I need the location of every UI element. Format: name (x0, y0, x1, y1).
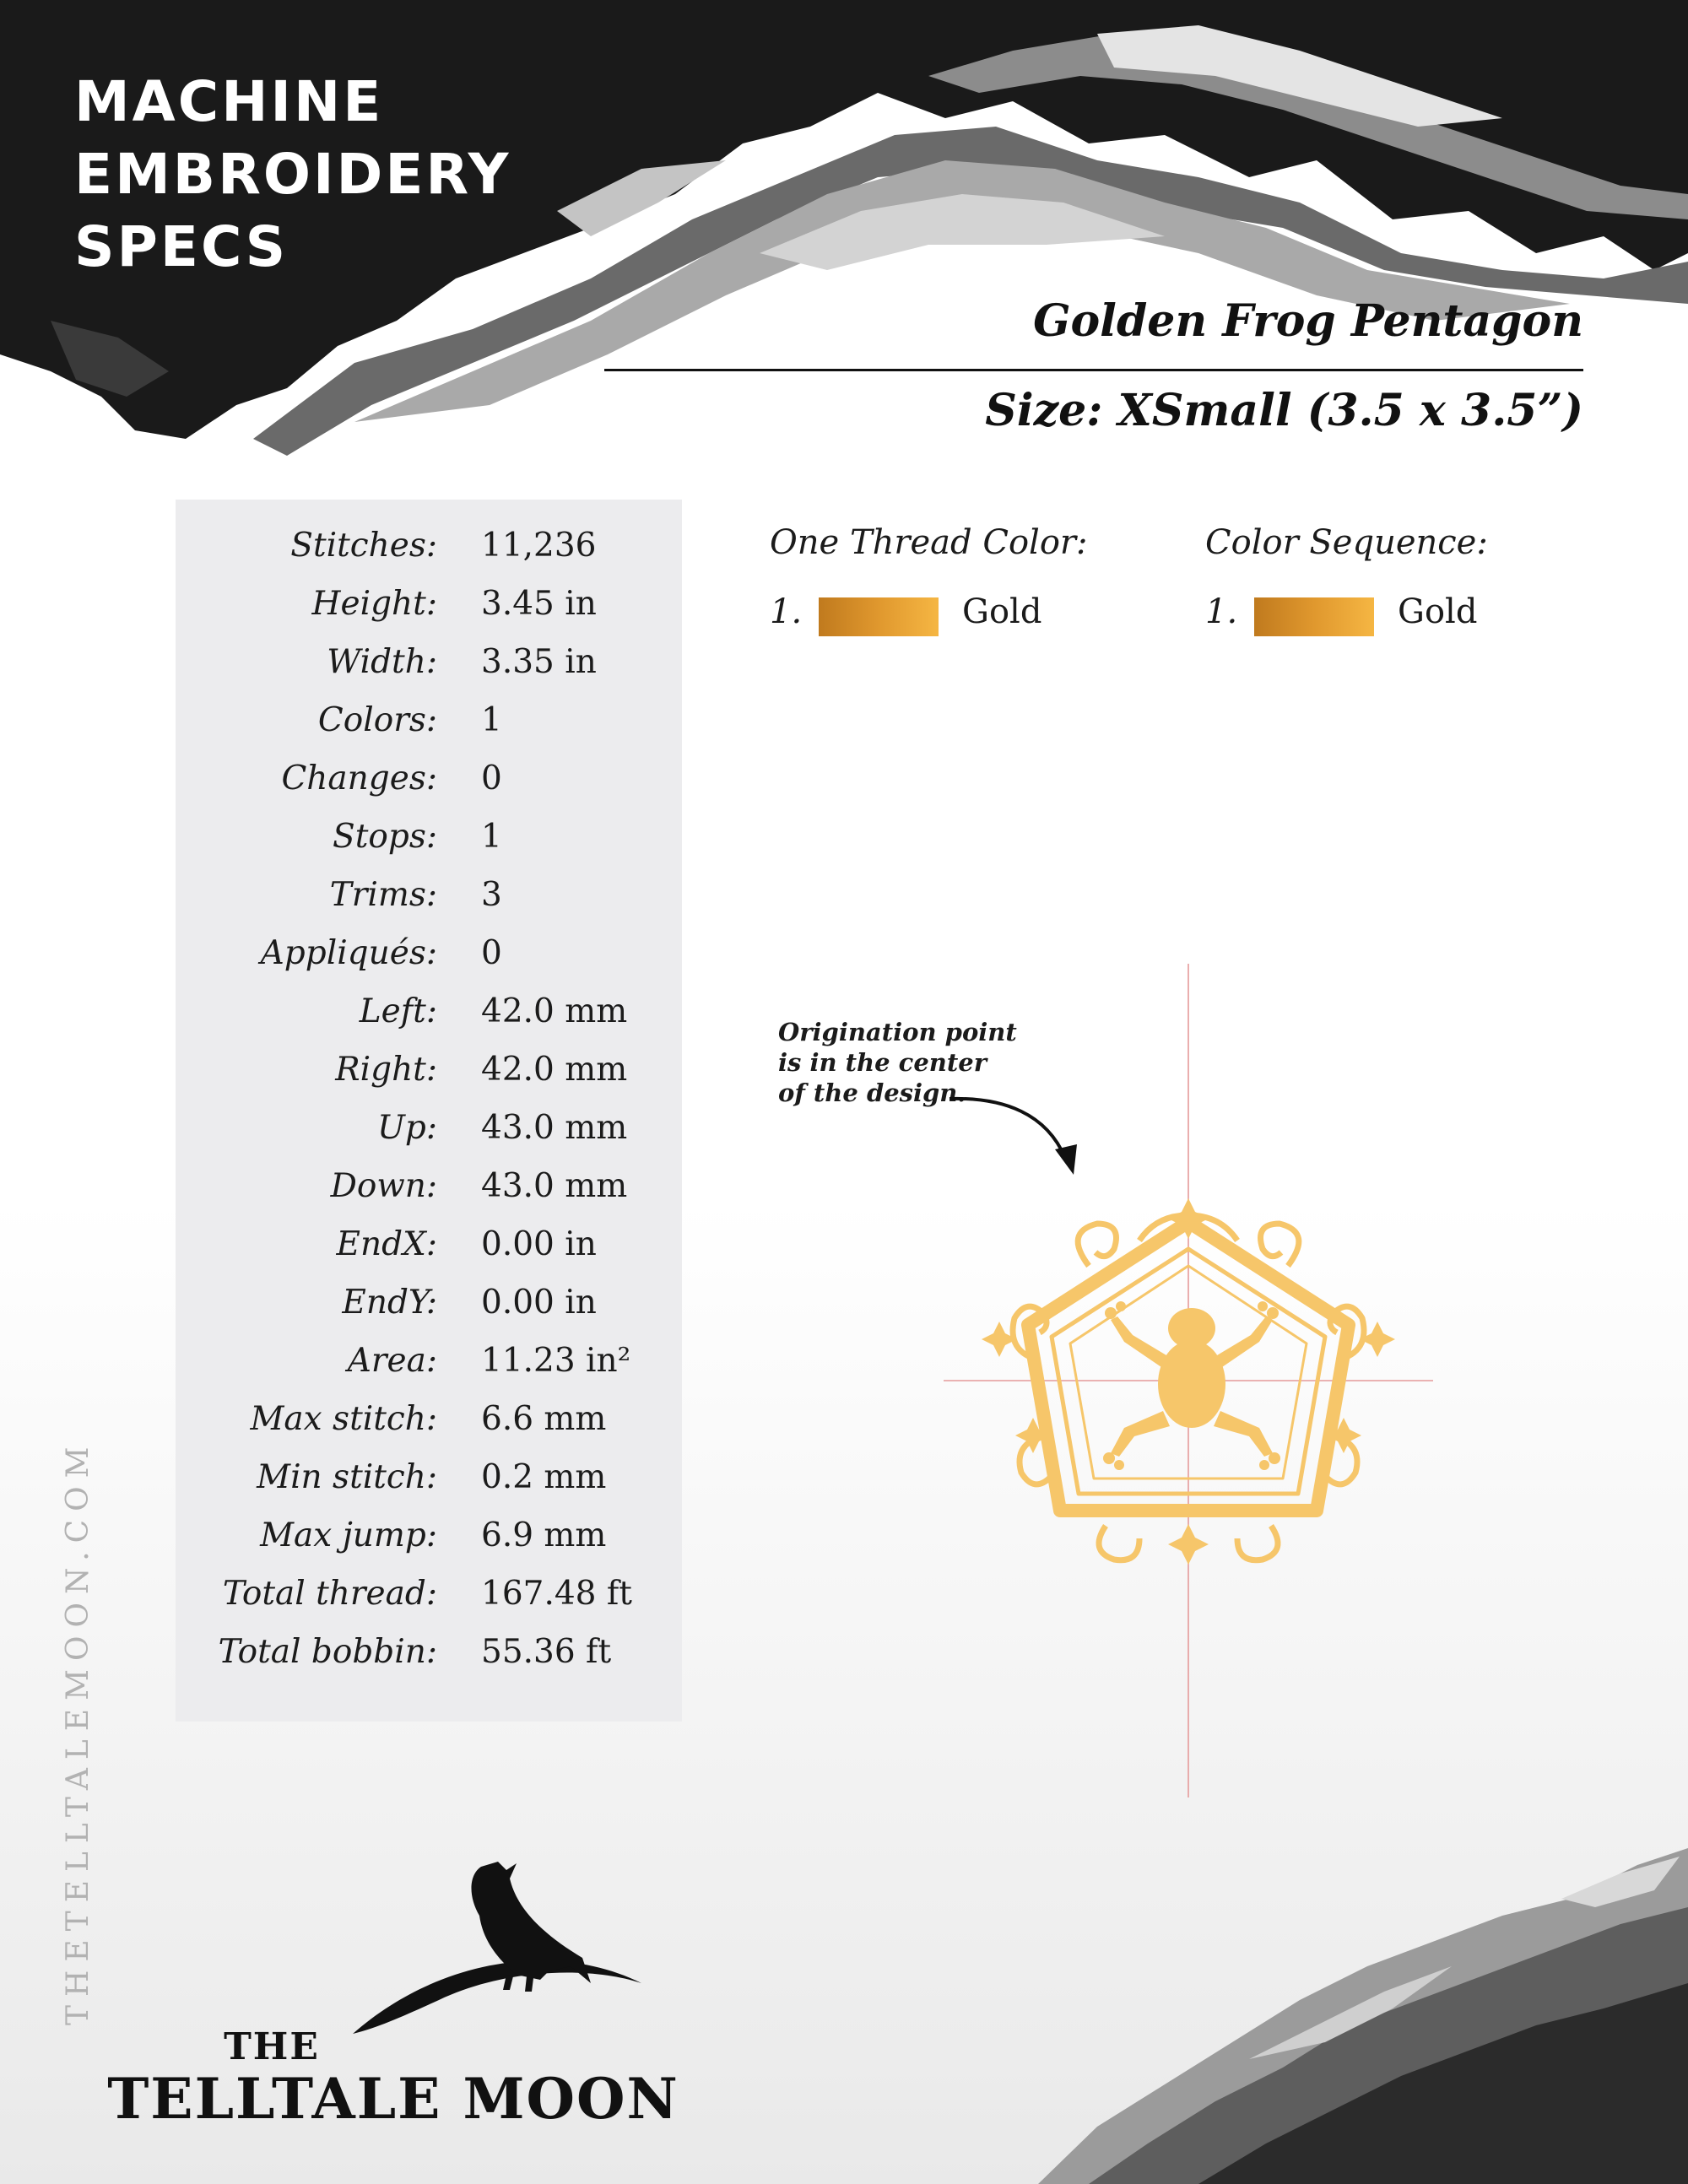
spec-value: 43.0 mm (481, 1109, 628, 1147)
spec-value: 0.2 mm (481, 1458, 607, 1496)
spec-row (176, 575, 682, 633)
spec-value: 1 (481, 701, 502, 739)
spec-row (176, 1273, 682, 1332)
spec-label: Appliqués: (260, 934, 437, 972)
origination-note-line-2: is in the center (778, 1048, 987, 1077)
spec-row (176, 749, 682, 808)
arrow-icon (950, 1099, 1077, 1175)
spec-value: 42.0 mm (481, 1051, 628, 1089)
spec-label: Stops: (333, 818, 437, 856)
spec-row (176, 1448, 682, 1506)
spec-value: 0.00 in (481, 1225, 597, 1263)
spec-value: 6.6 mm (481, 1400, 607, 1438)
thread-color-heading: One Thread Color: (770, 523, 1088, 562)
header-divider (604, 369, 1583, 371)
spec-value: 3.45 in (481, 585, 597, 623)
title-line-2: EMBROIDERY (74, 142, 511, 207)
website-vertical-text: THETELLTALEMOON.COM (61, 1438, 95, 2025)
spec-row (176, 1215, 682, 1273)
spec-value: 11.23 in² (481, 1342, 631, 1380)
spec-value: 0 (481, 934, 502, 972)
origination-note (778, 1017, 1048, 1108)
spec-row (176, 1565, 682, 1623)
spec-label: Max jump: (260, 1516, 437, 1554)
spec-row (176, 1099, 682, 1157)
spec-value: 11,236 (481, 527, 597, 565)
spec-row (176, 1157, 682, 1215)
page-title (74, 66, 766, 284)
spec-row (176, 982, 682, 1041)
spec-label: Area: (347, 1342, 437, 1380)
spec-row (176, 924, 682, 982)
spec-label: Colors: (317, 701, 437, 739)
design-name: Golden Frog Pentagon (1033, 295, 1583, 347)
origination-note-line-3: of the design. (778, 1078, 966, 1107)
spec-label: Min stitch: (257, 1458, 437, 1496)
color-sequence-number: 1. (1205, 592, 1238, 631)
title-line-3: SPECS (74, 214, 289, 279)
spec-label: Up: (377, 1109, 437, 1147)
spec-label: Down: (330, 1167, 437, 1205)
spec-label: Changes: (281, 760, 437, 797)
spec-value: 167.48 ft (481, 1575, 632, 1613)
spec-value: 42.0 mm (481, 992, 628, 1030)
spec-label: EndX: (336, 1225, 437, 1263)
spec-row (176, 1390, 682, 1448)
spec-row (176, 691, 682, 749)
spec-value: 0 (481, 760, 502, 797)
color-sequence-block (1205, 523, 1543, 650)
spec-value: 3.35 in (481, 643, 597, 681)
spec-value: 55.36 ft (481, 1633, 612, 1671)
spec-row (176, 808, 682, 866)
frog-icon (1103, 1301, 1280, 1470)
spec-label: Max stitch: (250, 1400, 437, 1438)
spec-row (176, 633, 682, 691)
spec-label: Left: (359, 992, 437, 1030)
spec-label: Width: (327, 643, 437, 681)
title-line-1: MACHINE (74, 69, 384, 134)
spec-row (176, 866, 682, 924)
spec-label: Height: (311, 585, 437, 623)
spec-row (176, 1623, 682, 1681)
thread-color-name: Gold (962, 592, 1042, 631)
spec-value: 3 (481, 876, 502, 914)
logo-line-1: THE (224, 2025, 320, 2068)
golden-frog-pentagon-design (982, 1198, 1395, 1565)
thread-color-swatch (819, 597, 939, 636)
specs-panel (176, 500, 682, 1722)
spec-label: EndY: (342, 1284, 437, 1322)
spec-value: 43.0 mm (481, 1167, 628, 1205)
spec-row (176, 516, 682, 575)
spec-value: 0.00 in (481, 1284, 597, 1322)
design-size: Size: XSmall (3.5 x 3.5”) (985, 385, 1583, 436)
spec-value: 1 (481, 818, 502, 856)
spec-label: Trims: (329, 876, 437, 914)
color-sequence-name: Gold (1398, 592, 1478, 631)
spec-label: Total thread: (222, 1575, 437, 1613)
thread-color-number: 1. (770, 592, 803, 631)
spec-label: Stitches: (290, 527, 437, 565)
spec-row (176, 1332, 682, 1390)
origination-note-line-1: Origination point (778, 1018, 1017, 1046)
color-sequence-swatch (1254, 597, 1374, 636)
logo-line-2: TELLTALE MOON (107, 2066, 679, 2132)
thread-color-block (770, 523, 1107, 650)
spec-value: 6.9 mm (481, 1516, 607, 1554)
spec-row (176, 1041, 682, 1099)
spec-label: Right: (335, 1051, 437, 1089)
color-sequence-heading: Color Sequence: (1205, 523, 1488, 562)
spec-label: Total bobbin: (218, 1633, 437, 1671)
spec-row (176, 1506, 682, 1565)
